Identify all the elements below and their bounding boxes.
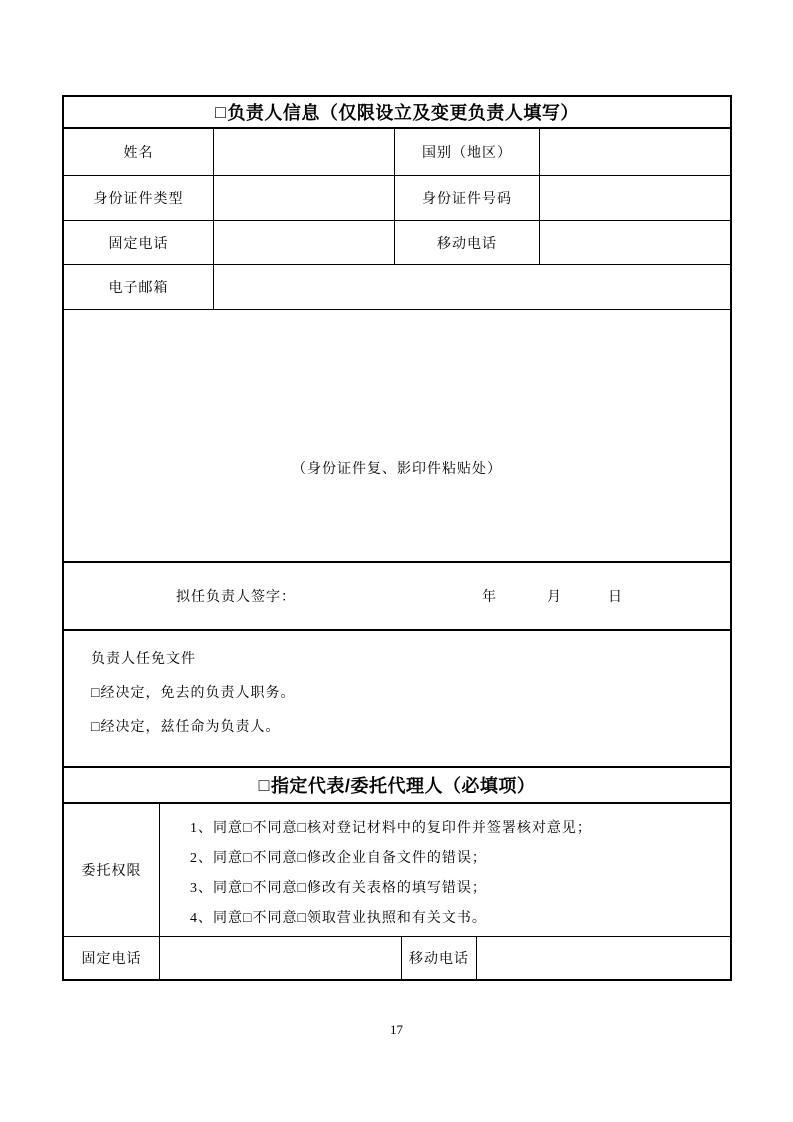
agent-mobile-phone-label: 移动电话 <box>402 937 477 979</box>
appoint-checkbox[interactable]: □ <box>91 720 101 735</box>
date-month-label: 月 <box>547 590 562 605</box>
item-3-agree-checkbox[interactable]: □ <box>243 881 253 896</box>
agent-mobile-phone-input-cell[interactable] <box>477 937 730 979</box>
item-1-text: 核对登记材料中的复印件并签署核对意见； <box>306 821 592 836</box>
item-2-agree-label: 同意 <box>213 851 243 866</box>
country-input-cell[interactable] <box>540 129 730 175</box>
date-day-label: 日 <box>608 590 623 605</box>
page-number: 17 <box>390 1022 403 1037</box>
section2-checkbox[interactable]: □ <box>258 774 270 795</box>
email-label: 电子邮箱 <box>64 265 214 309</box>
signature-label: 拟任负责人签字： <box>176 590 296 605</box>
id-row <box>64 176 730 221</box>
item-2-number: 2、 <box>190 851 213 866</box>
fixed-phone-label: 固定电话 <box>64 221 214 264</box>
item-1-agree-label: 同意 <box>213 821 243 836</box>
id-type-label: 身份证件类型 <box>64 176 214 220</box>
date-year-label: 年 <box>482 590 497 605</box>
email-input-cell[interactable] <box>214 265 730 309</box>
item-2-text: 修改企业自备文件的错误； <box>306 851 487 866</box>
item-4-number: 4、 <box>190 911 213 926</box>
name-input-cell[interactable] <box>214 129 395 175</box>
item-2-disagree-checkbox[interactable]: □ <box>297 851 307 866</box>
id-number-input-cell[interactable] <box>540 176 730 220</box>
item-4-agree-checkbox[interactable]: □ <box>243 911 253 926</box>
item-3-disagree-label: 不同意 <box>252 881 298 896</box>
mobile-phone-input-cell[interactable] <box>540 221 730 264</box>
item-4-disagree-label: 不同意 <box>252 911 298 926</box>
appointment-heading: 负责人任免文件 <box>91 652 196 667</box>
appointment-dismiss-line <box>91 677 720 711</box>
dismiss-checkbox[interactable]: □ <box>91 686 101 701</box>
appoint-text: 经决定，兹任命为负责人。 <box>100 720 281 735</box>
item-3-number: 3、 <box>190 881 213 896</box>
item-1-number: 1、 <box>190 821 213 836</box>
authority-item-4 <box>190 904 722 934</box>
authority-label: 委托权限 <box>64 804 160 936</box>
authority-item-3 <box>190 874 722 904</box>
id-type-input-cell[interactable] <box>214 176 395 220</box>
item-3-agree-label: 同意 <box>213 881 243 896</box>
id-number-label: 身份证件号码 <box>395 176 540 220</box>
paste-area-note: （身份证件复、影印件粘贴处） <box>292 462 502 477</box>
section2-title: 指定代表/委托代理人（必填项） <box>270 776 536 796</box>
name-country-row <box>64 129 730 176</box>
registration-form-table <box>62 95 732 981</box>
item-4-disagree-checkbox[interactable]: □ <box>297 911 307 926</box>
item-3-disagree-checkbox[interactable]: □ <box>297 881 307 896</box>
agent-phone-row <box>64 937 730 979</box>
id-copy-paste-area[interactable] <box>64 310 730 563</box>
item-2-disagree-label: 不同意 <box>252 851 298 866</box>
mobile-phone-label: 移动电话 <box>395 221 540 264</box>
email-row <box>64 265 730 310</box>
authority-items <box>160 804 730 936</box>
item-4-agree-label: 同意 <box>213 911 243 926</box>
agent-fixed-phone-label: 固定电话 <box>64 937 160 979</box>
item-2-agree-checkbox[interactable]: □ <box>243 851 253 866</box>
item-4-text: 领取营业执照和有关文书。 <box>306 911 487 926</box>
country-label: 国别（地区） <box>395 129 540 175</box>
authority-row <box>64 804 730 937</box>
authority-item-1 <box>190 814 722 844</box>
section2-title-row <box>64 768 730 804</box>
dismiss-text: 经决定，免去的负责人职务。 <box>100 686 296 701</box>
fixed-phone-input-cell[interactable] <box>214 221 395 264</box>
item-1-agree-checkbox[interactable]: □ <box>243 821 253 836</box>
item-3-text: 修改有关表格的填写错误； <box>306 881 487 896</box>
agent-fixed-phone-input-cell[interactable] <box>160 937 402 979</box>
appointment-appoint-line <box>91 711 720 745</box>
signature-row[interactable] <box>64 563 730 631</box>
appointment-document-cell <box>64 631 730 768</box>
phone-row <box>64 221 730 265</box>
name-label: 姓名 <box>64 129 214 175</box>
section1-title-row <box>64 97 730 129</box>
item-1-disagree-label: 不同意 <box>252 821 298 836</box>
section1-title: 负责人信息（仅限设立及变更负责人填写） <box>227 103 579 123</box>
section1-checkbox[interactable]: □ <box>215 101 227 122</box>
authority-item-2 <box>190 844 722 874</box>
item-1-disagree-checkbox[interactable]: □ <box>297 821 307 836</box>
